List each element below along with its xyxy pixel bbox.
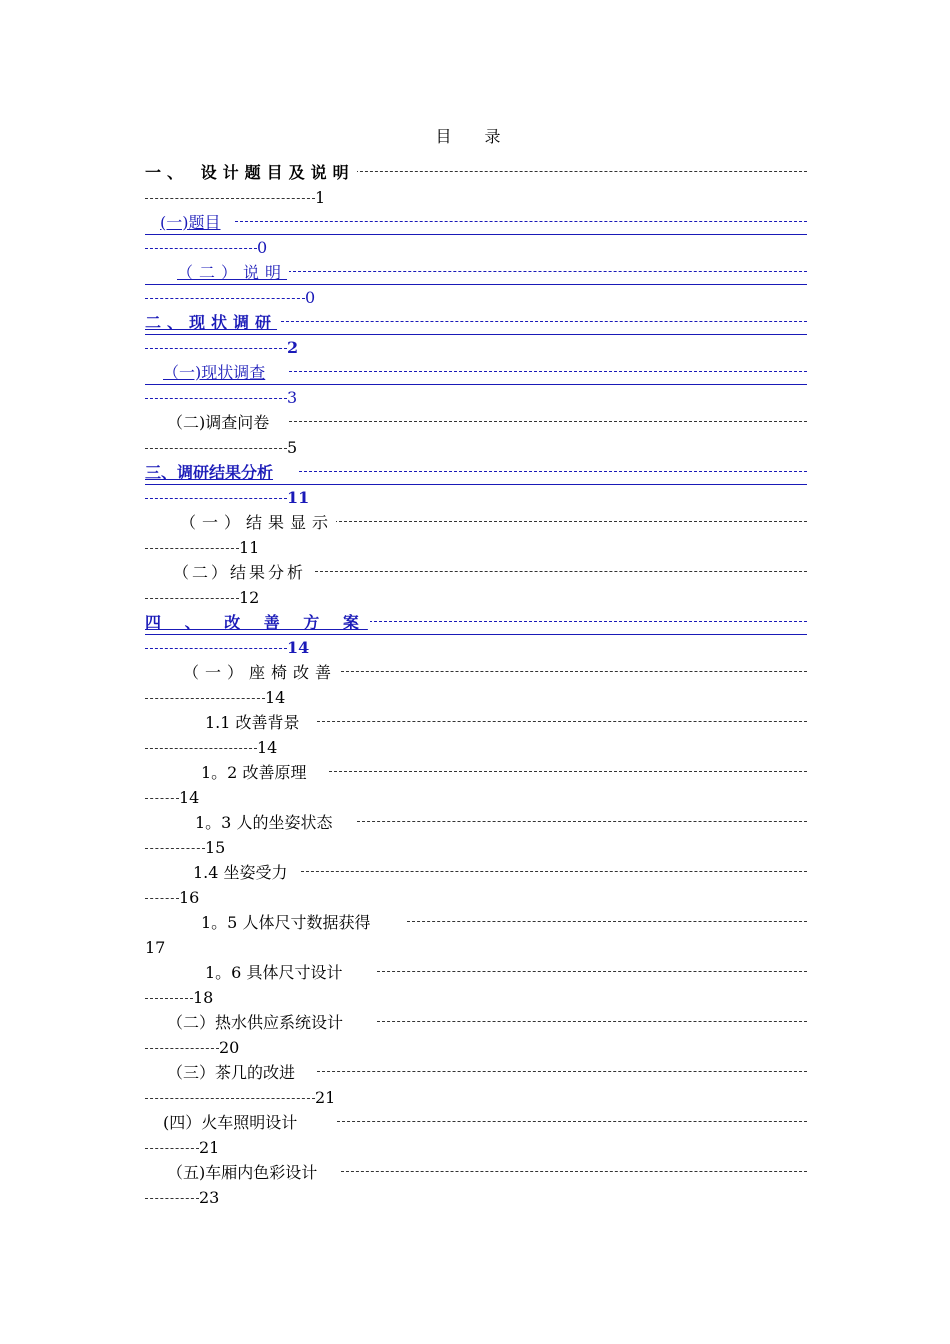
toc-entry-1[interactable] [145, 160, 807, 210]
toc-entry-page: 3 [287, 388, 298, 407]
toc-entry-16[interactable] [145, 910, 807, 960]
toc-entry-page: 23 [199, 1188, 220, 1207]
toc-entry-21[interactable] [145, 1160, 807, 1210]
toc-entry-page: 1 [315, 188, 326, 207]
toc-entry-label: （三）茶几的改进 [167, 1063, 296, 1082]
toc-entry-page: 14 [257, 738, 278, 757]
toc-entry-label: (四）火车照明设计 [163, 1113, 298, 1132]
toc-entry-6[interactable] [145, 410, 807, 460]
toc-entry-label: 1。2 改善原理 [201, 763, 307, 782]
toc-entry-9[interactable] [145, 560, 807, 610]
toc-entry-label: 1.1 改善背景 [205, 713, 300, 732]
toc-entry-page: 11 [287, 488, 310, 507]
toc-entry-12[interactable] [145, 710, 807, 760]
toc-entry-page: 20 [219, 1038, 240, 1057]
toc-entry-18[interactable] [145, 1010, 807, 1060]
toc-title: 目 录 [435, 127, 515, 146]
toc-entry-15[interactable] [145, 860, 807, 910]
toc-entry-label: （一）结果显示 [180, 513, 335, 532]
toc-entry-page: 0 [257, 238, 268, 257]
toc-entry-label: 1。5 人体尺寸数据获得 [201, 913, 371, 932]
toc-entry-label: （五)车厢内色彩设计 [167, 1163, 318, 1182]
toc-entry-7[interactable] [145, 460, 807, 510]
toc-entry-2[interactable] [145, 210, 807, 260]
toc-entry-label: 三、调研结果分析 [145, 463, 274, 482]
toc-entry-4[interactable] [145, 310, 807, 360]
toc-entry-page: 12 [239, 588, 260, 607]
toc-entry-page: 2 [287, 338, 299, 357]
toc-entry-label: （二）说明 [177, 263, 288, 282]
toc-entry-label: （二)调查问卷 [167, 413, 270, 432]
toc-entry-label: 1。6 具体尺寸设计 [205, 963, 343, 982]
toc-entry-label: （二）结果分析 [173, 563, 307, 582]
toc-entry-page: 17 [145, 938, 166, 957]
toc-entry-13[interactable] [145, 760, 807, 810]
toc-entry-11[interactable] [145, 660, 807, 710]
toc-entry-label: 一、 设计题目及说明 [145, 163, 355, 182]
toc-entry-page: 0 [305, 288, 316, 307]
toc-entry-page: 14 [265, 688, 286, 707]
toc-entry-label: 1。3 人的坐姿状态 [195, 813, 333, 832]
toc-entry-label: (一)题目 [160, 213, 221, 232]
toc-entry-page: 15 [205, 838, 226, 857]
toc-entry-label: 四 、 改 善 方 案 [145, 613, 368, 632]
toc-entry-3[interactable] [145, 260, 807, 310]
toc-entry-5[interactable] [145, 360, 807, 410]
toc-entry-page: 14 [179, 788, 200, 807]
toc-entry-page: 5 [287, 438, 298, 457]
toc-entry-19[interactable] [145, 1060, 807, 1110]
toc-entry-20[interactable] [145, 1110, 807, 1160]
toc-entry-label: 二、现状调研 [145, 313, 278, 332]
table-of-contents [145, 160, 807, 1210]
toc-entry-page: 18 [193, 988, 214, 1007]
toc-entry-label: 1.4 坐姿受力 [193, 863, 288, 882]
toc-entry-8[interactable] [145, 510, 807, 560]
toc-entry-label: （一)现状调查 [163, 363, 266, 382]
toc-entry-label: （一）座椅改善 [183, 663, 338, 682]
toc-entry-page: 21 [199, 1138, 220, 1157]
toc-entry-page: 21 [315, 1088, 336, 1107]
toc-entry-10[interactable] [145, 610, 807, 660]
toc-entry-page: 11 [239, 538, 260, 557]
toc-entry-17[interactable] [145, 960, 807, 1010]
toc-entry-label: （二）热水供应系统设计 [167, 1013, 344, 1032]
toc-entry-14[interactable] [145, 810, 807, 860]
toc-entry-page: 14 [287, 638, 310, 657]
toc-entry-page: 16 [179, 888, 200, 907]
